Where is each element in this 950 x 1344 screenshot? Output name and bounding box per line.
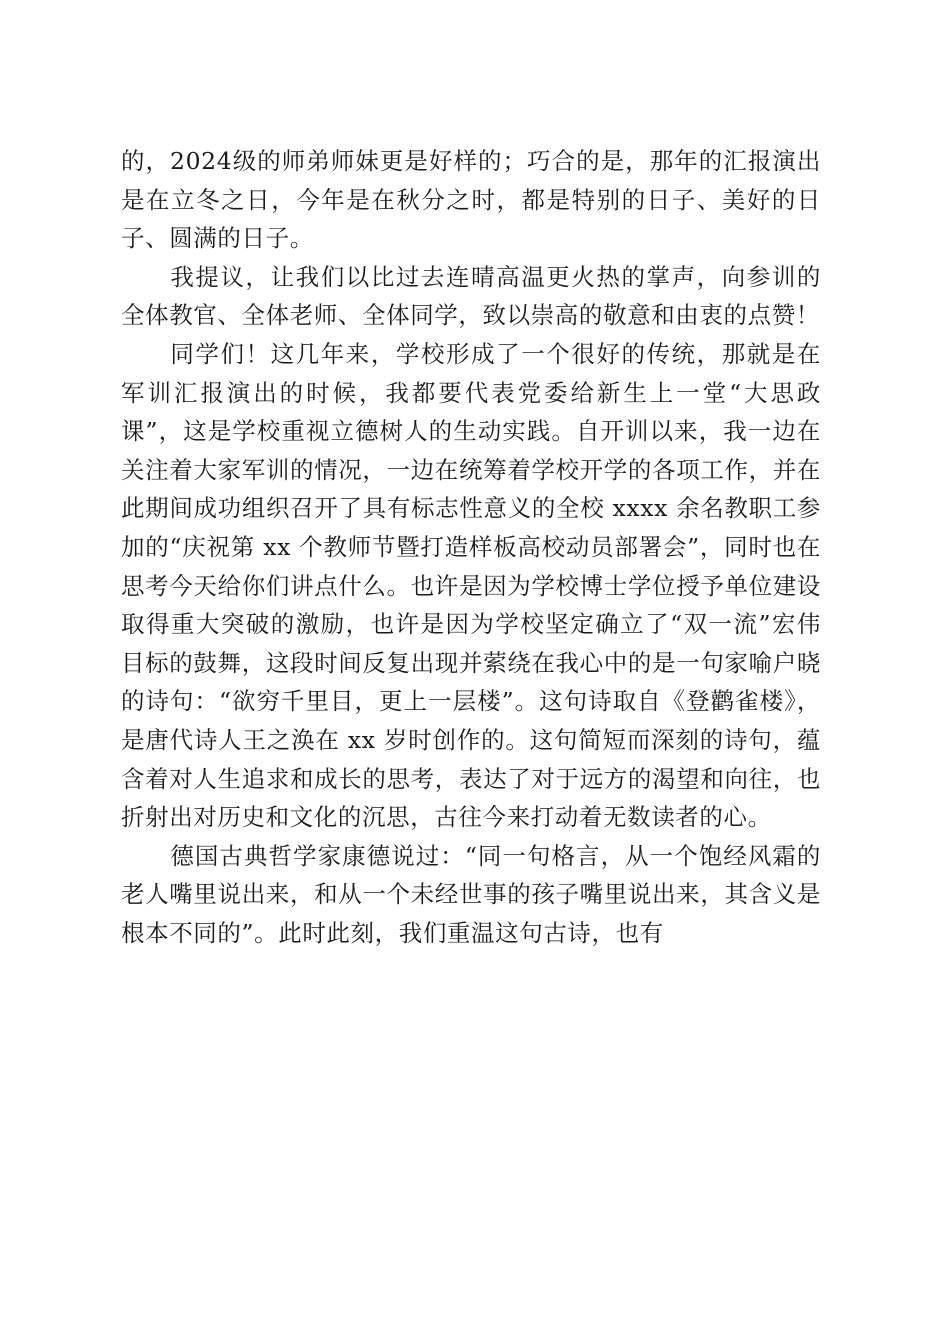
- paragraph-2: 我提议，让我们以比过去连晴高温更火热的掌声，向参训的全体教官、全体老师、全体同学，致以崇高的敬意和由衷的点赞！: [121, 262, 821, 330]
- paragraph-3: 同学们！这几年来，学校形成了一个很好的传统，那就是在军训汇报演出的时候，我都要代表党委给新生上一堂“大思政课”，这是学校重视立德树人的生动实践。自开训以来，我一边在关注着大家军训的情况，一边在统筹着学校开学的各项工作，并在此期间成功组织召开了具有标志性意义的全校 xxxx 余名教职工参加的“庆祝第 xx 个教师节暨打造样板高校动员部署会”，同时也在思考今天给你们讲点什么。也许是因为学校博士学位授予单位建设取得重大突破的激励，也许是因为学校坚定确立了“双一流”宏伟目标的鼓舞，这段时间反复出现并萦绕在我心中的是一句家喻户晓的诗句：“欲穷千里目，更上一层楼”。这句诗取自《登鹳雀楼》，是唐代诗人王之涣在 xx 岁时创作的。这句简短而深刻的诗句，蕴含着对人生追求和成长的思考，表达了对于远方的渴望和向往，也折射出对历史和文化的沉思，古往今来打动着无数读者的心。: [121, 339, 821, 832]
- paragraph-1: 的，2024级的师弟师妹更是好样的；巧合的是，那年的汇报演出是在立冬之日，今年是在秋分之时，都是特别的日子、美好的日子、圆满的日子。: [121, 147, 821, 253]
- document-page: [121, 142, 821, 952]
- paragraph-4: 德国古典哲学家康德说过：“同一句格言，从一个饱经风霜的老人嘴里说出来，和从一个未经世事的孩子嘴里说出来，其含义是根本不同的”。此时此刻，我们重温这句古诗，也有: [121, 841, 821, 947]
